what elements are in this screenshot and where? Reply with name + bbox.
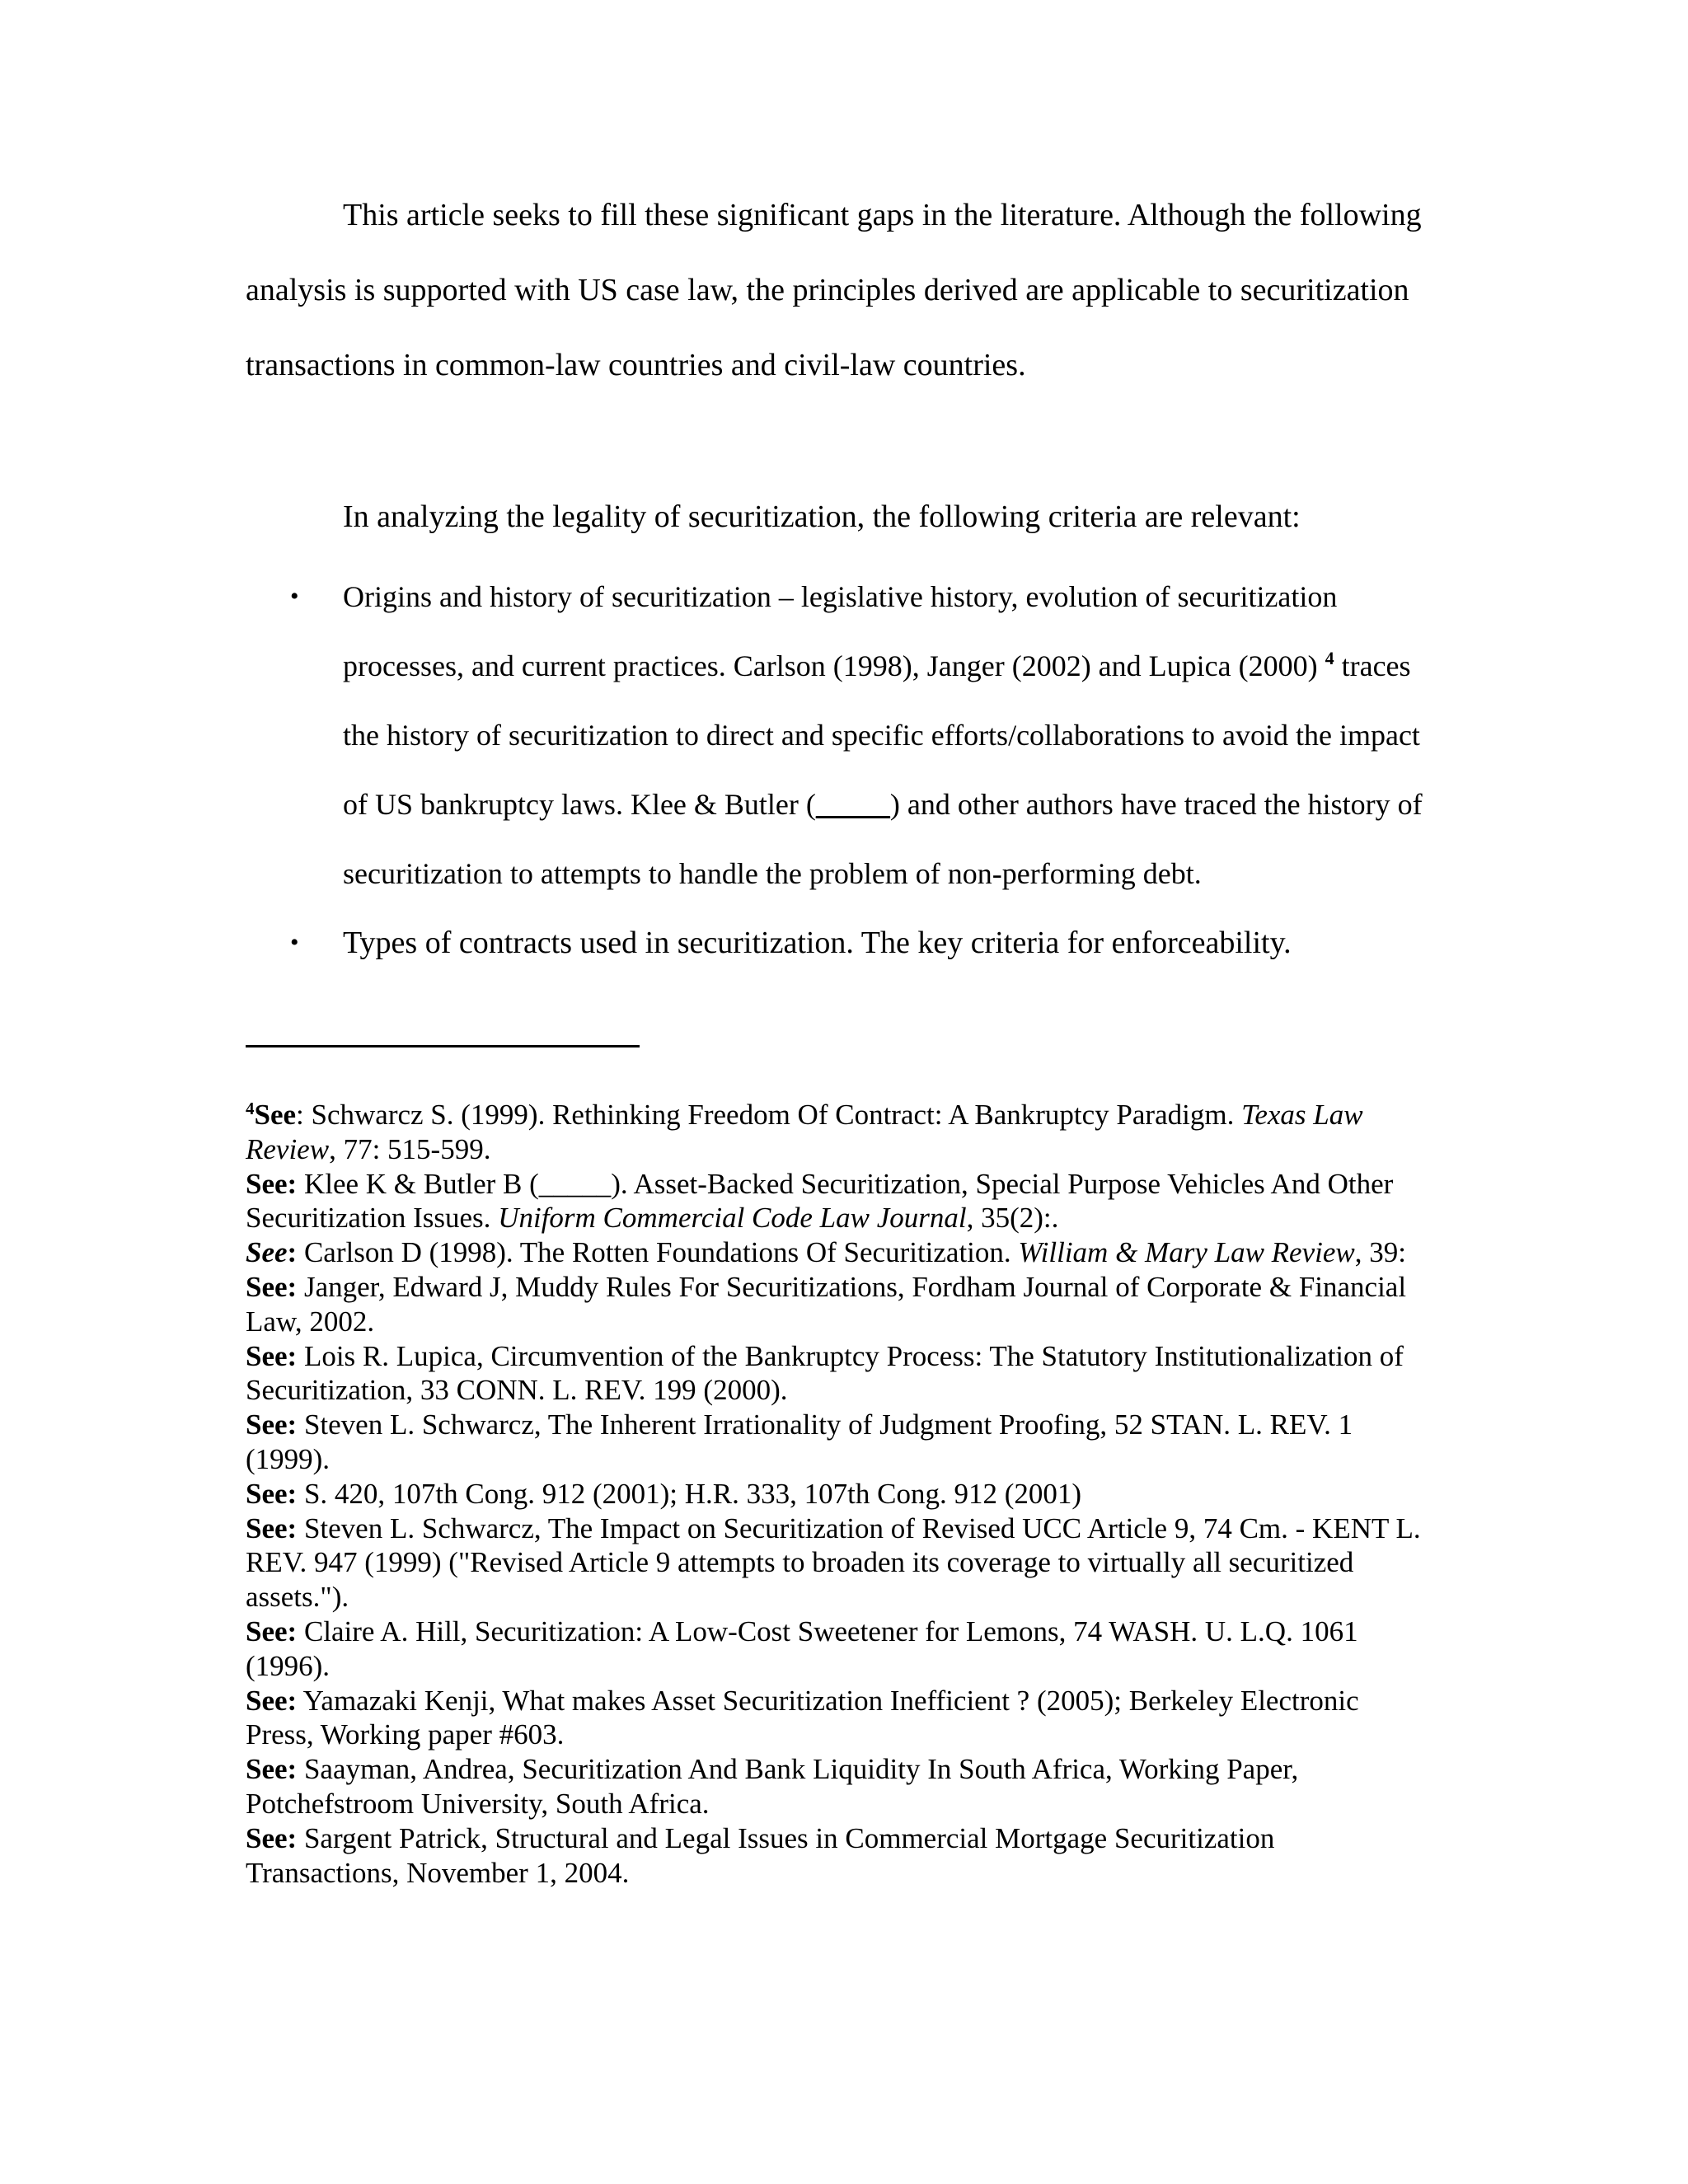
footnote-entry	[246, 1615, 1432, 1684]
footnote-citation-end: , 77: 515-599.	[329, 1132, 491, 1165]
footnote-see-label: See	[246, 1236, 288, 1269]
footnote-entry	[246, 1167, 1432, 1236]
footnote-citation: : Schwarcz S. (1999). Rethinking Freedom Of Contract: A Bankruptcy Paradigm.	[296, 1099, 1242, 1131]
body-paragraph-1-text: This article seeks to fill these significant gaps in the literature. Although the following analysis is supported with US case law, the principles derived are applicable to securitization transactions in common-law countries and civil-law countries.	[246, 198, 1422, 382]
footnote-see-label: See:	[246, 1821, 298, 1854]
criteria-text-continued: traces the history of securitization to direct and specific efforts/collaborations to avoid the impact of US bankruptcy laws. Klee & Butler (	[343, 649, 1420, 821]
footnote-entry	[246, 1098, 1432, 1167]
footnotes-section	[246, 1098, 1432, 1890]
footnote-entry	[246, 1511, 1432, 1615]
footnote-journal: William & Mary Law Review	[1018, 1236, 1355, 1269]
footnote-citation: S. 420, 107th Cong. 912 (2001); H.R. 333, 107th Cong. 912 (2001)	[297, 1477, 1082, 1510]
footnote-see-label: See:	[246, 1753, 298, 1786]
footnote-see-label: See:	[246, 1477, 298, 1510]
footnote-see-label: See:	[246, 1511, 298, 1544]
bullet-icon: •	[290, 929, 299, 956]
criteria-list-item	[246, 562, 1432, 908]
footnote-citation: Carlson D (1998). The Rotten Foundations Of Securitization.	[297, 1236, 1019, 1269]
footnote-citation: Steven L. Schwarcz, The Impact on Securitization of Revised UCC Article 9, 74 Cm. - KENT L. REV. 947 (1999) ("Revised Article 9 attempts to broaden its coverage to virtually all securitized assets.").	[246, 1511, 1421, 1614]
footnote-entry	[246, 1821, 1432, 1891]
criteria-text: Types of contracts used in securitization. The key criteria for enforceability.	[343, 926, 1292, 960]
footnote-citation-end: , 39:	[1354, 1236, 1406, 1269]
footnote-entry	[246, 1339, 1432, 1408]
footnote-reference[interactable]: 4	[1325, 648, 1334, 668]
footnote-see-label: See:	[246, 1270, 298, 1303]
footnote-entry	[246, 1752, 1432, 1821]
footnote-separator	[246, 1045, 640, 1047]
footnote-citation-end: , 35(2):.	[966, 1202, 1059, 1235]
footnote-entry	[246, 1408, 1432, 1477]
criteria-list	[246, 562, 1432, 981]
year-blank: _____	[815, 788, 890, 821]
footnote-see-colon: :	[287, 1236, 298, 1269]
footnote-entry	[246, 1477, 1432, 1511]
footnote-journal: Texas Law Review	[246, 1099, 1363, 1165]
footnote-see-label: See:	[246, 1615, 298, 1647]
footnote-entry	[246, 1270, 1432, 1339]
footnote-citation: Saayman, Andrea, Securitization And Bank Liquidity In South Africa, Working Paper, Potchefstroom University, South Africa.	[246, 1753, 1299, 1820]
footnote-see-label: See:	[246, 1408, 298, 1441]
criteria-list-item	[246, 905, 1432, 981]
footnote-see-label: See	[254, 1099, 297, 1131]
footnote-see-label: See:	[246, 1339, 298, 1372]
footnote-journal: Uniform Commercial Code Law Journal	[498, 1202, 967, 1235]
footnote-number: 4	[246, 1099, 255, 1118]
bullet-icon: •	[290, 583, 299, 610]
body-paragraph-2	[246, 480, 1441, 555]
body-paragraph-2-text: In analyzing the legality of securitization, the following criteria are relevant:	[343, 499, 1301, 534]
criteria-text: Origins and history of securitization – legislative history, evolution of securitization processes, and current practices. Carlson (1998), Janger (2002) and Lupica (2000)	[343, 580, 1338, 682]
footnote-entry	[246, 1235, 1432, 1270]
footnote-citation: Klee K & Butler B (_____). Asset-Backed Securitization, Special Purpose Vehicles And Other Securitization Issues.	[246, 1167, 1394, 1235]
footnote-citation: Janger, Edward J, Muddy Rules For Securitizations, Fordham Journal of Corporate & Financial Law, 2002.	[246, 1270, 1407, 1338]
footnote-citation: Sargent Patrick, Structural and Legal Issues in Commercial Mortgage Securitization Transactions, November 1, 2004.	[246, 1821, 1275, 1889]
footnote-citation: Steven L. Schwarcz, The Inherent Irrationality of Judgment Proofing, 52 STAN. L. REV. 1 (1999).	[246, 1408, 1353, 1475]
footnote-see-label: See:	[246, 1684, 298, 1717]
footnote-citation: Yamazaki Kenji, What makes Asset Securitization Inefficient ? (2005); Berkeley Electronic Press, Working paper #603.	[246, 1684, 1359, 1751]
footnote-citation: Lois R. Lupica, Circumvention of the Bankruptcy Process: The Statutory Institutionalization of Securitization, 33 CONN. L. REV. 199 (2000).	[246, 1339, 1404, 1407]
footnote-entry	[246, 1684, 1432, 1753]
criteria-text-end: ) and other authors have traced the history of securitization to attempts to handle the problem of non-performing debt.	[343, 788, 1423, 890]
body-paragraph-1	[246, 178, 1441, 403]
footnote-citation: Claire A. Hill, Securitization: A Low-Cost Sweetener for Lemons, 74 WASH. U. L.Q. 1061 (1996).	[246, 1615, 1358, 1682]
footnote-see-label: See:	[246, 1167, 298, 1200]
